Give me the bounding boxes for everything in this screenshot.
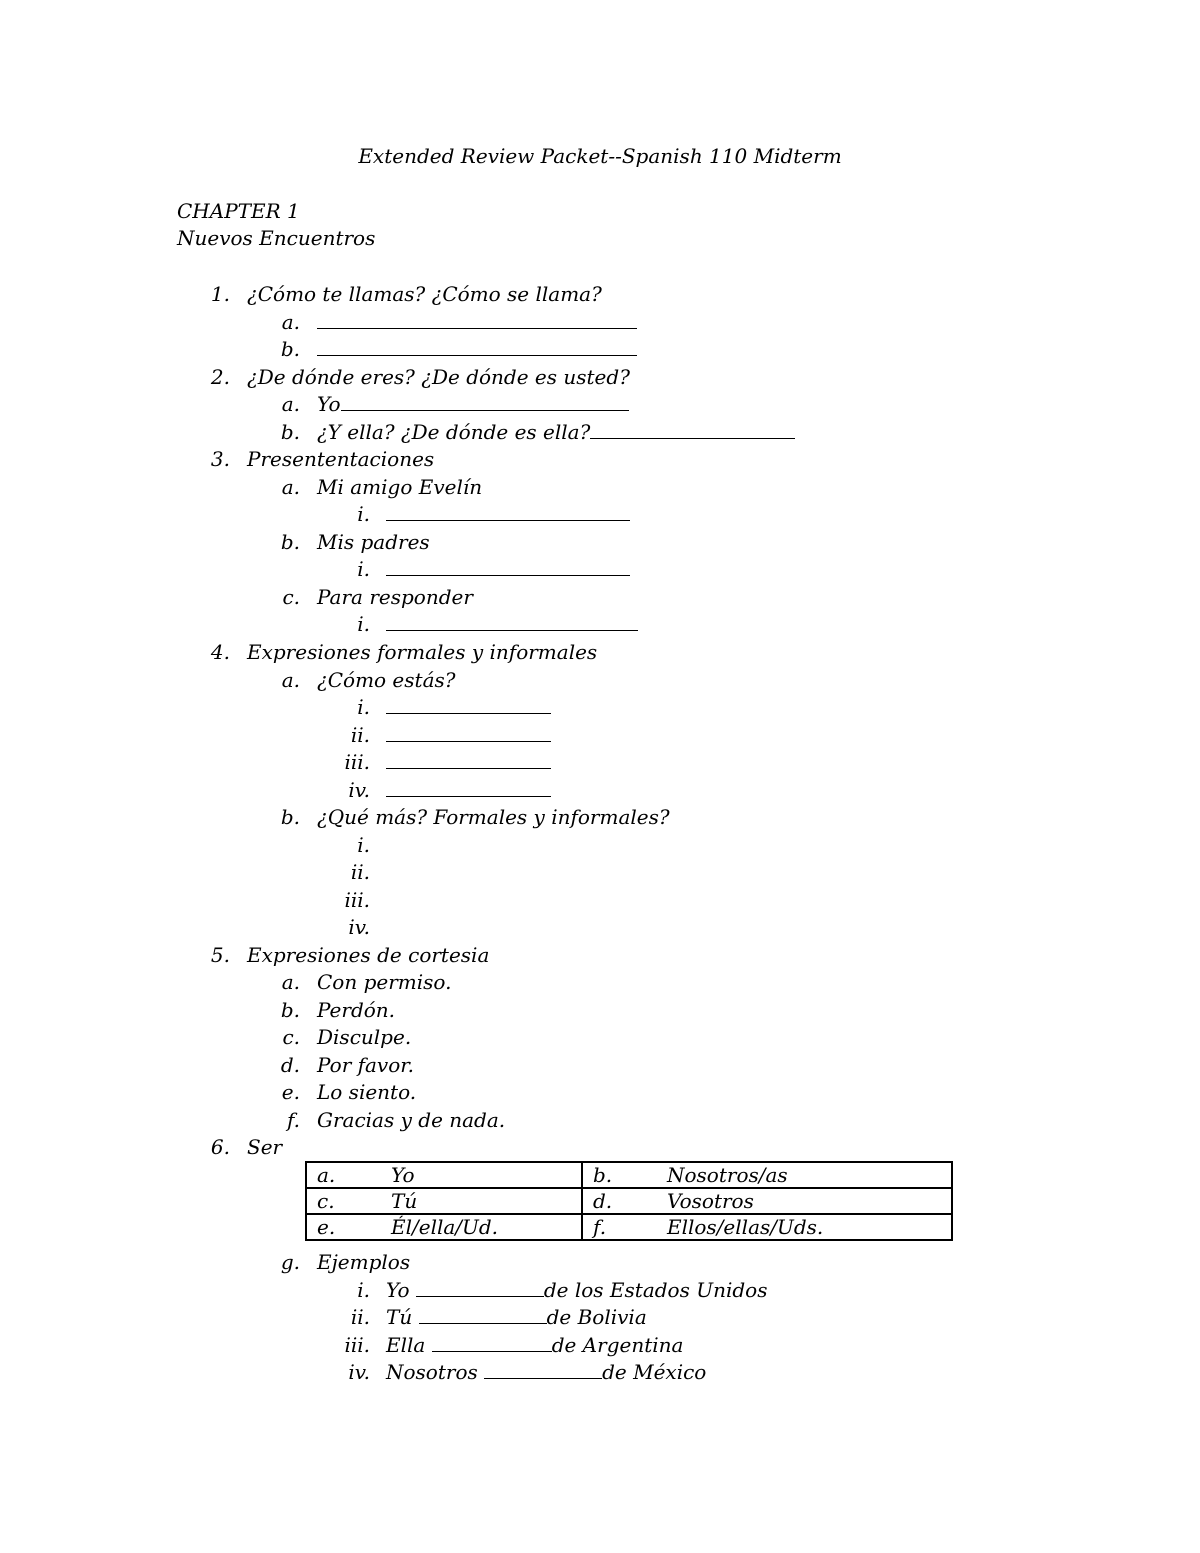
- item-number: 5.: [210, 943, 230, 967]
- item-number: 6.: [210, 1135, 230, 1159]
- question-text: ¿Cómo te llamas? ¿Cómo se llama?: [247, 282, 602, 306]
- example-subject: Ella: [386, 1333, 426, 1357]
- example-rest: de los Estados Unidos: [543, 1278, 768, 1302]
- sub-text: Mi amigo Evelín: [317, 475, 483, 499]
- cell-label: d.: [593, 1189, 613, 1213]
- question-text: Presententaciones: [247, 447, 435, 471]
- roman-label: i.: [357, 612, 370, 636]
- cell-pronoun: Vosotros: [667, 1189, 754, 1213]
- answer-blank[interactable]: [386, 723, 551, 742]
- sub-label: c.: [282, 1025, 300, 1049]
- sub-label: a.: [281, 970, 300, 994]
- example-subject: Nosotros: [386, 1360, 478, 1384]
- roman-label: iv.: [348, 915, 370, 939]
- roman-label: iii.: [344, 888, 370, 912]
- courtesy-expression: Perdón.: [317, 998, 396, 1022]
- question-text: ¿De dónde eres? ¿De dónde es usted?: [247, 365, 630, 389]
- table-row: [306, 1214, 952, 1240]
- answer-blank[interactable]: [317, 337, 637, 356]
- question-text: Expresiones formales y informales: [247, 640, 598, 664]
- example-rest: de México: [602, 1360, 707, 1384]
- item-number: 3.: [210, 447, 230, 471]
- roman-label: ii.: [350, 1305, 370, 1329]
- answer-blank[interactable]: [386, 612, 638, 631]
- roman-label: iv.: [348, 1360, 370, 1384]
- cell-pronoun: Yo: [391, 1163, 415, 1187]
- table-cell[interactable]: [582, 1162, 952, 1188]
- sub-label: b.: [280, 420, 300, 444]
- roman-label: i.: [357, 695, 370, 719]
- item-number: 1.: [210, 282, 230, 306]
- table-cell[interactable]: [306, 1188, 582, 1214]
- answer-blank[interactable]: [317, 310, 637, 329]
- roman-label: iii.: [344, 1333, 370, 1357]
- sub-text: Ejemplos: [317, 1250, 411, 1274]
- sub-label: b.: [280, 530, 300, 554]
- item-number: 2.: [210, 365, 230, 389]
- example-rest: de Bolivia: [546, 1305, 647, 1329]
- answer-blank[interactable]: [484, 1360, 602, 1379]
- cell-pronoun: Ellos/ellas/Uds.: [667, 1215, 824, 1239]
- courtesy-expression: Disculpe.: [317, 1025, 412, 1049]
- answer-blank[interactable]: [386, 778, 551, 797]
- roman-label: iv.: [348, 778, 370, 802]
- item-number: 4.: [210, 640, 230, 664]
- cell-label: b.: [593, 1163, 613, 1187]
- courtesy-expression: Lo siento.: [317, 1080, 417, 1104]
- roman-label: iii.: [344, 750, 370, 774]
- roman-label: i.: [357, 833, 370, 857]
- sub-label: a.: [281, 310, 300, 334]
- sub-text: ¿Cómo estás?: [317, 668, 456, 692]
- table-row: [306, 1162, 952, 1188]
- table-cell[interactable]: [306, 1162, 582, 1188]
- sub-text: ¿Qué más? Formales y informales?: [317, 805, 670, 829]
- chapter-subtitle: Nuevos Encuentros: [177, 226, 376, 250]
- answer-blank[interactable]: [419, 1305, 547, 1324]
- sub-label: a.: [281, 392, 300, 416]
- example-subject: Tú: [386, 1305, 413, 1329]
- table-cell[interactable]: [582, 1214, 952, 1240]
- sub-label: g.: [280, 1250, 300, 1274]
- courtesy-expression: Por favor.: [317, 1053, 414, 1077]
- answer-blank[interactable]: [386, 557, 630, 576]
- sub-label: b.: [280, 998, 300, 1022]
- table-cell[interactable]: [582, 1188, 952, 1214]
- answer-blank[interactable]: [432, 1333, 552, 1352]
- cell-label: c.: [317, 1189, 335, 1213]
- answer-blank[interactable]: [341, 392, 629, 411]
- answer-blank[interactable]: [590, 420, 795, 439]
- example-subject: Yo: [386, 1278, 410, 1302]
- answer-blank[interactable]: [416, 1278, 544, 1297]
- ser-conjugation-table: [305, 1161, 953, 1241]
- sub-label: a.: [281, 668, 300, 692]
- question-text: Expresiones de cortesia: [247, 943, 490, 967]
- answer-blank[interactable]: [386, 750, 551, 769]
- sub-label: b.: [280, 337, 300, 361]
- cell-label: f.: [593, 1215, 607, 1239]
- question-text: Ser: [247, 1135, 283, 1159]
- courtesy-expression: Gracias y de nada.: [317, 1108, 506, 1132]
- sub-text: Mis padres: [317, 530, 430, 554]
- roman-label: i.: [357, 1278, 370, 1302]
- sub-label: a.: [281, 475, 300, 499]
- roman-label: i.: [357, 557, 370, 581]
- table-cell[interactable]: [306, 1214, 582, 1240]
- answer-blank[interactable]: [386, 695, 551, 714]
- roman-label: i.: [357, 502, 370, 526]
- sub-text: ¿Y ella? ¿De dónde es ella?: [317, 420, 591, 444]
- sub-label: e.: [281, 1080, 300, 1104]
- example-rest: de Argentina: [551, 1333, 684, 1357]
- sub-text: Para responder: [317, 585, 473, 609]
- sub-label: f.: [286, 1108, 300, 1132]
- cell-pronoun: Nosotros/as: [667, 1163, 788, 1187]
- sub-text: Yo: [317, 392, 341, 416]
- courtesy-expression: Con permiso.: [317, 970, 452, 994]
- sub-label: d.: [280, 1053, 300, 1077]
- cell-pronoun: Tú: [391, 1189, 418, 1213]
- cell-pronoun: Él/ella/Ud.: [391, 1215, 499, 1239]
- table-row: [306, 1188, 952, 1214]
- cell-label: a.: [317, 1163, 336, 1187]
- sub-label: c.: [282, 585, 300, 609]
- cell-label: e.: [317, 1215, 336, 1239]
- roman-label: ii.: [350, 723, 370, 747]
- sub-label: b.: [280, 805, 300, 829]
- answer-blank[interactable]: [386, 502, 630, 521]
- page-title: Extended Review Packet--Spanish 110 Midterm: [358, 144, 842, 168]
- chapter-heading: CHAPTER 1: [177, 199, 300, 223]
- roman-label: ii.: [350, 860, 370, 884]
